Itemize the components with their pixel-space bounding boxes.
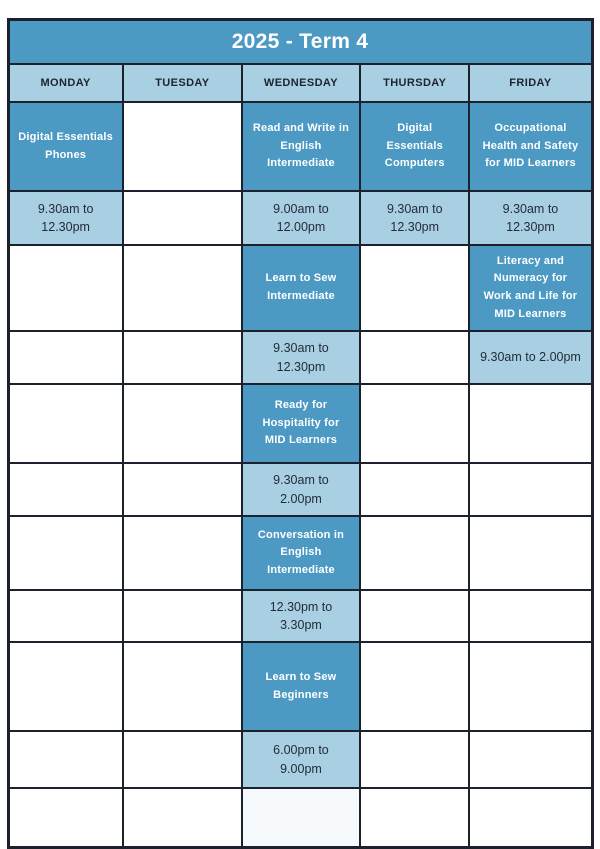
time-cell-tuesday [124,464,241,515]
course-cell-monday [10,517,122,589]
time-cell-monday [10,732,122,787]
spare-cell-thursday [361,789,468,846]
time-cell-wednesday: 12.30pm to 3.30pm [243,591,359,641]
time-cell-monday [10,464,122,515]
course-cell-thursday [361,517,468,589]
course-cell-wednesday: Conversation in English Intermediate [243,517,359,589]
time-cell-thursday [361,591,468,641]
spare-cell-tuesday [124,789,241,846]
course-cell-monday: Digital Essentials Phones [10,103,122,190]
course-cell-friday [470,385,590,462]
time-cell-wednesday: 9.30am to 12.30pm [243,332,359,383]
day-header-friday: FRIDAY [470,65,590,101]
time-cell-tuesday [124,192,241,244]
time-cell-wednesday: 9.30am to 2.00pm [243,464,359,515]
course-cell-thursday [361,385,468,462]
day-header-monday: MONDAY [10,65,122,101]
course-cell-tuesday [124,103,241,190]
course-cell-friday [470,643,590,730]
course-cell-thursday: Digital Essentials Computers [361,103,468,190]
course-cell-wednesday: Learn to Sew Beginners [243,643,359,730]
day-header-tuesday: TUESDAY [124,65,241,101]
time-cell-friday [470,464,590,515]
course-cell-tuesday [124,385,241,462]
time-cell-monday [10,332,122,383]
course-cell-thursday [361,246,468,330]
course-cell-thursday [361,643,468,730]
time-cell-tuesday [124,591,241,641]
course-cell-tuesday [124,643,241,730]
course-cell-tuesday [124,517,241,589]
course-cell-monday [10,643,122,730]
day-header-thursday: THURSDAY [361,65,468,101]
course-cell-friday: Literacy and Numeracy for Work and Life for MID Learners [470,246,590,330]
course-cell-friday [470,517,590,589]
time-cell-wednesday: 6.00pm to 9.00pm [243,732,359,787]
time-cell-thursday: 9.30am to 12.30pm [361,192,468,244]
time-cell-tuesday [124,332,241,383]
time-cell-monday [10,591,122,641]
timetable-grid [7,18,594,849]
time-cell-tuesday [124,732,241,787]
course-cell-monday [10,385,122,462]
course-cell-wednesday: Ready for Hospitality for MID Learners [243,385,359,462]
course-cell-wednesday: Learn to Sew Intermediate [243,246,359,330]
time-cell-friday [470,732,590,787]
time-cell-friday: 9.30am to 12.30pm [470,192,590,244]
time-cell-friday [470,591,590,641]
spare-cell-wednesday [243,789,359,846]
course-cell-wednesday: Read and Write in English Intermediate [243,103,359,190]
time-cell-wednesday: 9.00am to 12.00pm [243,192,359,244]
course-cell-friday: Occupational Health and Safety for MID Learners [470,103,590,190]
page-title: 2025 - Term 4 [10,21,591,63]
time-cell-monday: 9.30am to 12.30pm [10,192,122,244]
time-cell-thursday [361,332,468,383]
spare-cell-friday [470,789,590,846]
course-cell-tuesday [124,246,241,330]
time-cell-thursday [361,464,468,515]
day-header-wednesday: WEDNESDAY [243,65,359,101]
spare-cell-monday [10,789,122,846]
time-cell-friday: 9.30am to 2.00pm [470,332,590,383]
course-cell-monday [10,246,122,330]
time-cell-thursday [361,732,468,787]
